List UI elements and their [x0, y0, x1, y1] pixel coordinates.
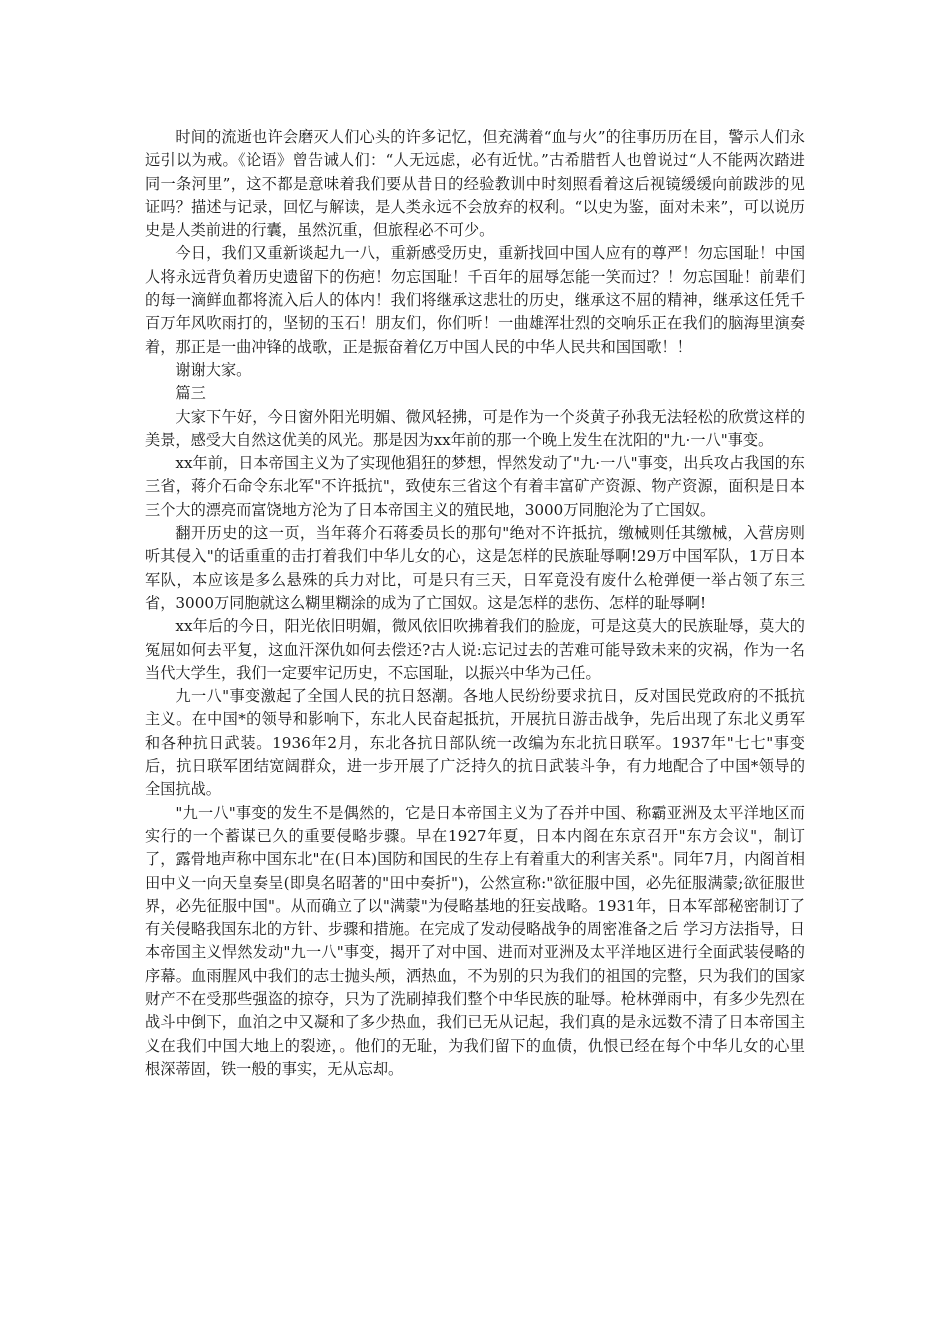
- paragraph-history-page: 翻开历史的这一页，当年蒋介石蒋委员长的那句"绝对不许抵抗，缴械则任其缴械，入营房则听其侵入"的话重重的击打着我们中华儿女的心，这是怎样的民族耻辱啊!29万中国军队，1万日本军队，本应该是多么悬殊的兵力对比，可是只有三天，日军竟没有废什么枪弹便一举占领了东三省，3000万同胞就这么糊里糊涂的成为了亡国奴。这是怎样的悲伤、怎样的耻辱啊!: [145, 524, 805, 612]
- paragraph-history-reflection: 时间的流逝也许会磨灭人们心头的许多记忆，但充满着“血与火”的往事历历在目，警示人们永远引以为戒。《论语》曾告诫人们：“人无远虑，必有近忧。”古希腊哲人也曾说过“人不能两次踏进同一条河里”，这不都是意味着我们要从昔日的经验教训中时刻照看着这后视镜缓缓向前跋涉的见证吗？描述与记录，回忆与解读，是人类永远不会放弃的权利。“以史为鉴，面对未来”，可以说历史是人类前进的行囊，虽然沉重，但旅程必不可少。: [145, 128, 805, 240]
- paragraph-incident: xx年前，日本帝国主义为了实现他猖狂的梦想，悍然发动了"九·一八"事变，出兵攻占我国的东三省，蒋介石命令东北军"不许抵抗"，致使东三省这个有着丰富矿产资源、物产资源，面积是日本三个大的漂亮而富饶地方沦为了日本帝国主义的殖民地，3000万同胞沦为了亡国奴。: [145, 454, 805, 519]
- paragraph-never-forget: 今日，我们又重新谈起九一八，重新感受历史，重新找回中国人应有的尊严！勿忘国耻！中国人将永远背负着历史遗留下的伤疤！勿忘国耻！千百年的屈辱怎能一笑而过？！勿忘国耻！前辈们的每一滴鲜血都将流入后人的体内！我们将继承这悲壮的历史，继承这不屈的精神，继承这任凭千百万年风吹雨打的，坚韧的玉石！朋友们，你们听！一曲雄浑壮烈的交响乐正在我们的脑海里演奏着，那正是一曲冲锋的战歌，正是振奋着亿万中国人民的中华人民共和国国歌！！: [145, 244, 805, 356]
- document-body: [145, 126, 805, 1081]
- paragraph-resistance: 九一八"事变激起了全国人民的抗日怒潮。各地人民纷纷要求抗日，反对国民党政府的不抵抗主义。在中国*的领导和影响下，东北人民奋起抵抗，开展抗日游击战争，先后出现了东北义勇军和各种抗日武装。1936年2月，东北各抗日部队统一改编为东北抗日联军。1937年"七七"事变后，抗日联军团结宽阔群众，进一步开展了广泛持久的抗日武装斗争，有力地配合了中国*领导的全国抗战。: [145, 687, 805, 799]
- section-heading: 篇三: [175, 384, 206, 403]
- paragraph-today: xx年后的今日，阳光依旧明媚，微风依旧吹拂着我们的脸庞，可是这莫大的民族耻辱，莫大的冤屈如何去平复，这血汗深仇如何去偿还?古人说:忘记过去的苦难可能导致未来的灾祸，作为一名当代大学生，我们一定要牢记历史，不忘国耻，以振兴中华为己任。: [145, 617, 805, 682]
- paragraph-greeting: 大家下午好，今日窗外阳光明媚、微风轻拂，可是作为一个炎黄子孙我无法轻松的欣赏这样的美景，感受大自然这优美的风光。那是因为xx年前的那一个晚上发生在沈阳的"九·一八"事变。: [145, 407, 805, 449]
- paragraph-invasion-plan: "九一八"事变的发生不是偶然的，它是日本帝国主义为了吞并中国、称霸亚洲及太平洋地区而实行的一个蓄谋已久的重要侵略步骤。早在1927年夏，日本内阁在东京召开"东方会议"，制订了，露骨地声称中国东北"在(日本)国防和国民的生存上有着重大的利害关系"。同年7月，内阁首相田中义一向天皇奏呈(即臭名昭著的"田中奏折")，公然宣称:"欲征服中国，必先征服满蒙;欲征服世界，必先征服中国"。从而确立了以"满蒙"为侵略基地的狂妄战略。1931年，日本军部秘密制订了有关侵略我国东北的方针、步骤和措施。在完成了发动侵略战争的周密准备之后 学习方法指导，日本帝国主义悍然发动"九一八"事变，揭开了对中国、进而对亚洲及太平洋地区进行全面武装侵略的序幕。血雨腥风中我们的志士抛头颅，洒热血，不为别的只为我们的祖国的完整，只为我们的国家财产不在受那些强盗的掠夺，只为了洗刷掉我们整个中华民族的耻辱。枪林弹雨中，有多少先烈在战斗中倒下，血泊之中又凝和了多少热血，我们已无从记起，我们真的是永远数不清了日本帝国主义在我们中国大地上的裂迹，。他们的无耻，为我们留下的血债，仇恨已经在每个中华儿女的心里根深蒂固，铁一般的事实，无从忘却。: [145, 803, 805, 1078]
- paragraph-thanks: 谢谢大家。: [175, 360, 252, 379]
